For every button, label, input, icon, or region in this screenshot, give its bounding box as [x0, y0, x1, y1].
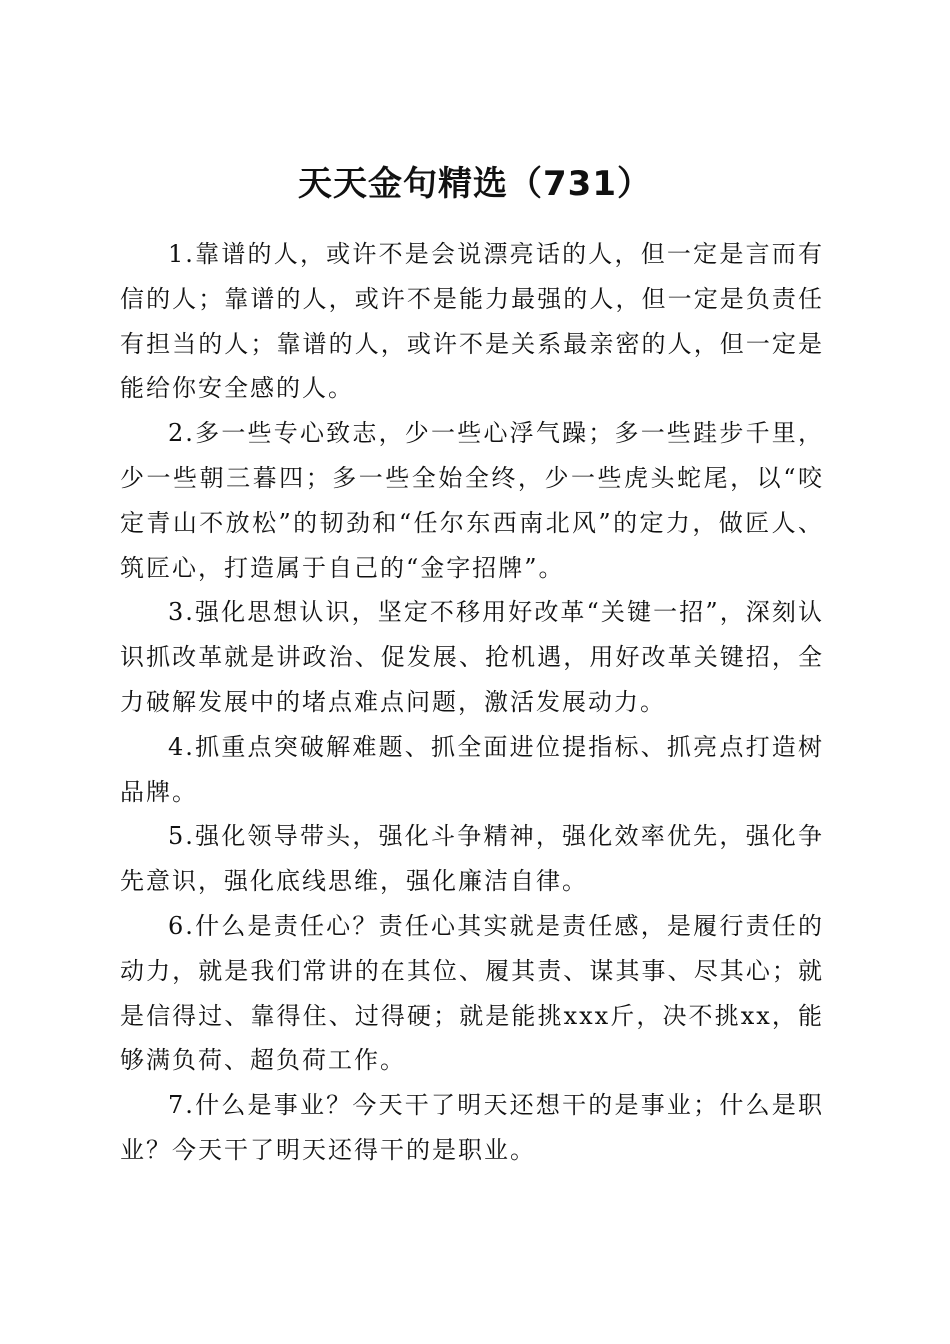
paragraph-5: 5.强化领导带头，强化斗争精神，强化效率优先，强化争先意识，强化底线思维，强化廉洁自律。	[120, 822, 824, 896]
paragraph-7: 7.什么是事业？今天干了明天还想干的是事业；什么是职业？今天干了明天还得干的是职业。	[120, 1091, 824, 1164]
paragraph-4: 4.抓重点突破解难题、抓全面进位提指标、抓亮点打造树品牌。	[120, 732, 824, 806]
document-body	[120, 232, 824, 1173]
paragraph-6: 6.什么是责任心？责任心其实就是责任感，是履行责任的动力，就是我们常讲的在其位、履其责、谋其事、尽其心；就是信得过、靠得住、过得硬；就是能挑xxx斤，决不挑xx，能够满负荷、超负荷工作。	[120, 911, 824, 1075]
paragraph-1: 1.靠谱的人，或许不是会说漂亮话的人，但一定是言而有信的人；靠谱的人，或许不是能力最强的人，但一定是负责任有担当的人；靠谱的人，或许不是关系最亲密的人，但一定是能给你安全感的人。	[120, 240, 824, 403]
paragraph-3: 3.强化思想认识，坚定不移用好改革“关键一招”，深刻认识抓改革就是讲政治、促发展、抢机遇，用好改革关键招，全力破解发展中的堵点难点问题，激活发展动力。	[120, 598, 824, 716]
paragraph-2: 2.多一些专心致志，少一些心浮气躁；多一些跬步千里，少一些朝三暮四；多一些全始全终，少一些虎头蛇尾，以“咬定青山不放松”的韧劲和“任尔东西南北风”的定力，做匠人、筑匠心，打造属于自己的“金字招牌”。	[120, 419, 824, 582]
document-title: 天天金句精选（731）	[298, 163, 652, 204]
